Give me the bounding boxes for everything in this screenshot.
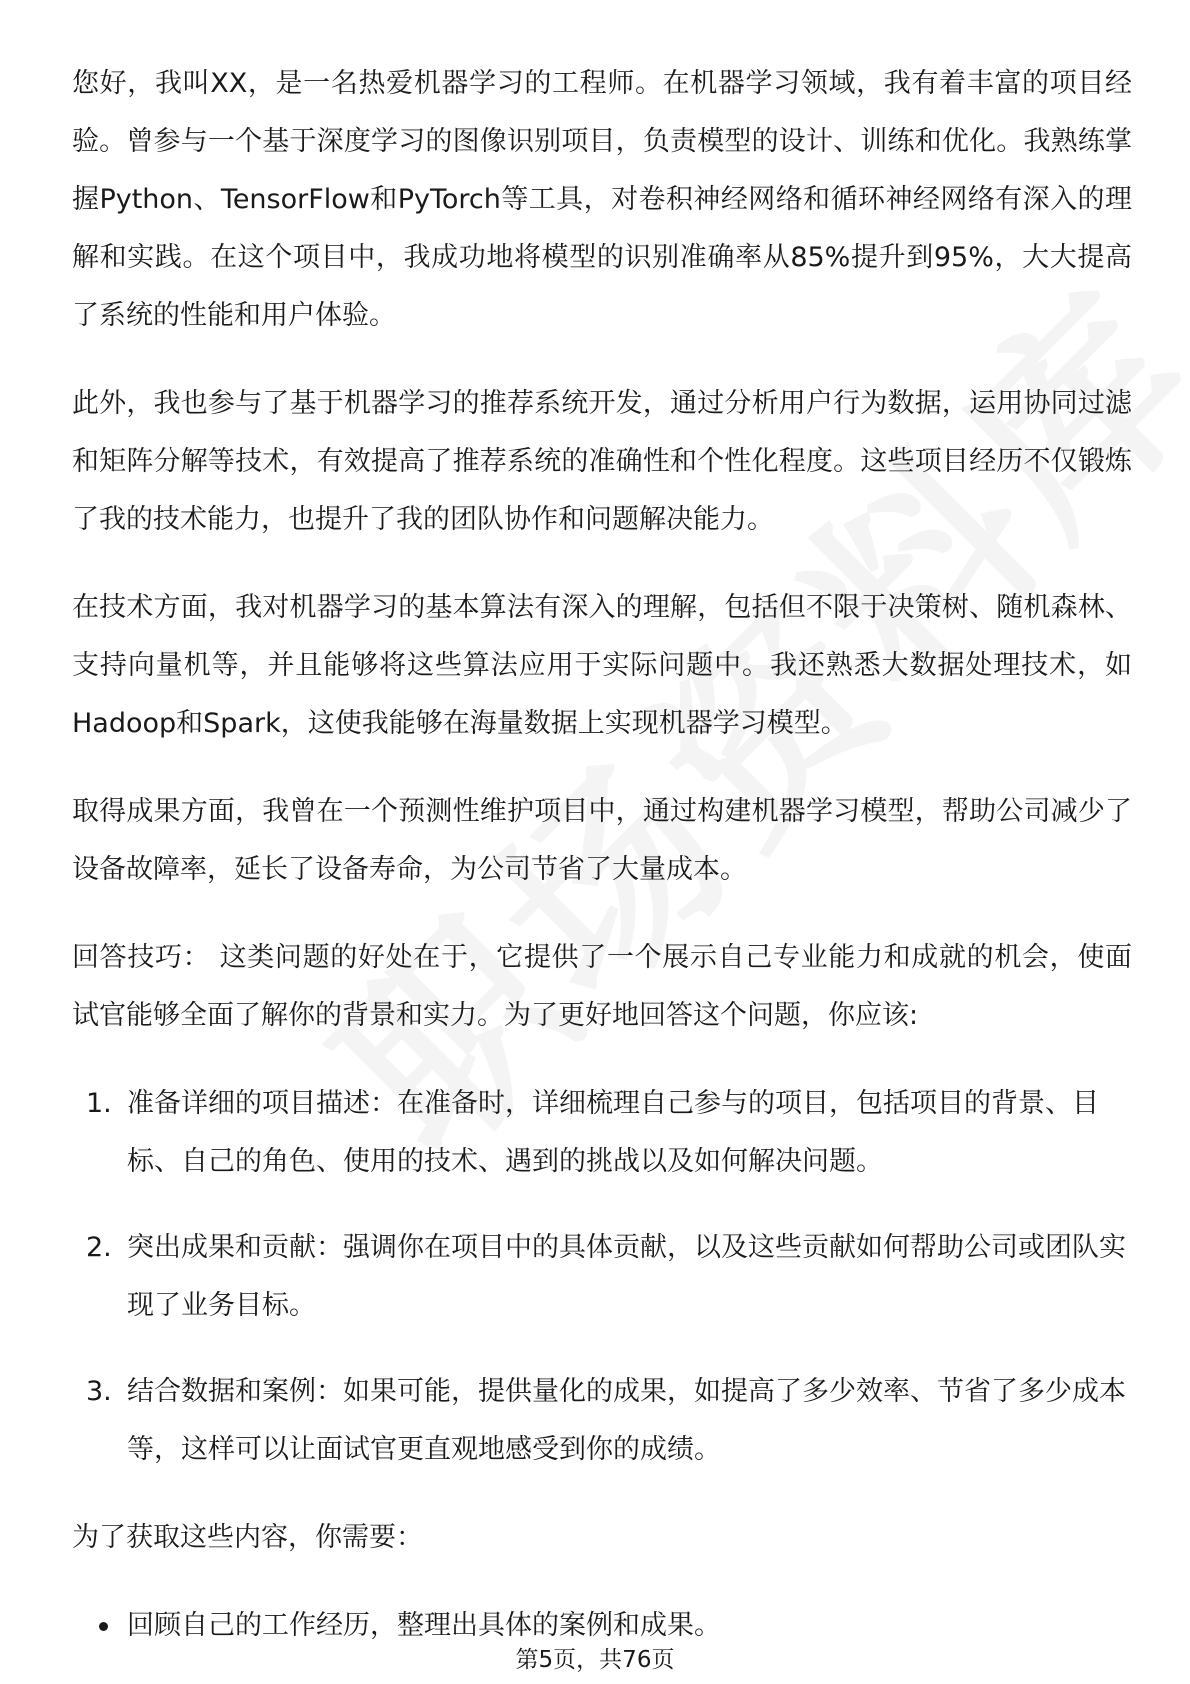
paragraph-achievements: 取得成果方面，我曾在一个预测性维护项目中，通过构建机器学习模型，帮助公司减少了设备故障率，延长了设备寿命，为公司节省了大量成本。 bbox=[72, 796, 1132, 885]
list-item bbox=[72, 1219, 1132, 1335]
paragraph-technical: 在技术方面，我对机器学习的基本算法有深入的理解，包括但不限于决策树、随机森林、支持向量机等，并且能够将这些算法应用于实际问题中。我还熟悉大数据处理技术，如Hadoop和Spark，这使我能够在海量数据上实现机器学习模型。 bbox=[72, 592, 1132, 739]
list-item-number: 2. bbox=[86, 1232, 112, 1263]
bullet-item-text: 回顾自己的工作经历，整理出具体的案例和成果。 bbox=[127, 1610, 721, 1641]
page-number-footer: 第5页，共76页 bbox=[515, 1647, 675, 1673]
bullet-dot-icon bbox=[99, 1622, 108, 1631]
list-item bbox=[72, 1363, 1132, 1479]
list-item-number: 3. bbox=[86, 1376, 112, 1407]
list-item-text: 突出成果和贡献：强调你在项目中的具体贡献，以及这些贡献如何帮助公司或团队实现了业务目标。 bbox=[127, 1232, 1126, 1321]
list-item-text: 准备详细的项目描述：在准备时，详细梳理自己参与的项目，包括项目的背景、目标、自己的角色、使用的技术、遇到的挑战以及如何解决问题。 bbox=[127, 1088, 1099, 1177]
paragraph-recommender: 此外，我也参与了基于机器学习的推荐系统开发，通过分析用户行为数据，运用协同过滤和矩阵分解等技术，有效提高了推荐系统的准确性和个性化程度。这些项目经历不仅锻炼了我的技术能力，也提升了我的团队协作和问题解决能力。 bbox=[72, 388, 1132, 535]
list-item bbox=[72, 1075, 1132, 1191]
paragraph-bullets-intro: 为了获取这些内容，你需要： bbox=[72, 1522, 423, 1553]
tips-list bbox=[72, 1075, 1132, 1479]
document-body bbox=[72, 55, 1132, 1655]
list-item-number: 1. bbox=[86, 1088, 112, 1119]
paragraph-intro: 您好，我叫XX，是一名热爱机器学习的工程师。在机器学习领域，我有着丰富的项目经验。曾参与一个基于深度学习的图像识别项目，负责模型的设计、训练和优化。我熟练掌握Python、TensorFlow和PyTorch等工具，对卷积神经网络和循环神经网络有深入的理解和实践。在这个项目中，我成功地将模型的识别准确率从85%提升到95%，大大提高了系统的性能和用户体验。 bbox=[72, 68, 1132, 331]
paragraph-answer-tips: 回答技巧： 这类问题的好处在于，它提供了一个展示自己专业能力和成就的机会，使面试官能够全面了解你的背景和实力。为了更好地回答这个问题，你应该: bbox=[72, 942, 1132, 1031]
list-item-text: 结合数据和案例：如果可能，提供量化的成果，如提高了多少效率、节省了多少成本等，这样可以让面试官更直观地感受到你的成绩。 bbox=[127, 1376, 1126, 1465]
